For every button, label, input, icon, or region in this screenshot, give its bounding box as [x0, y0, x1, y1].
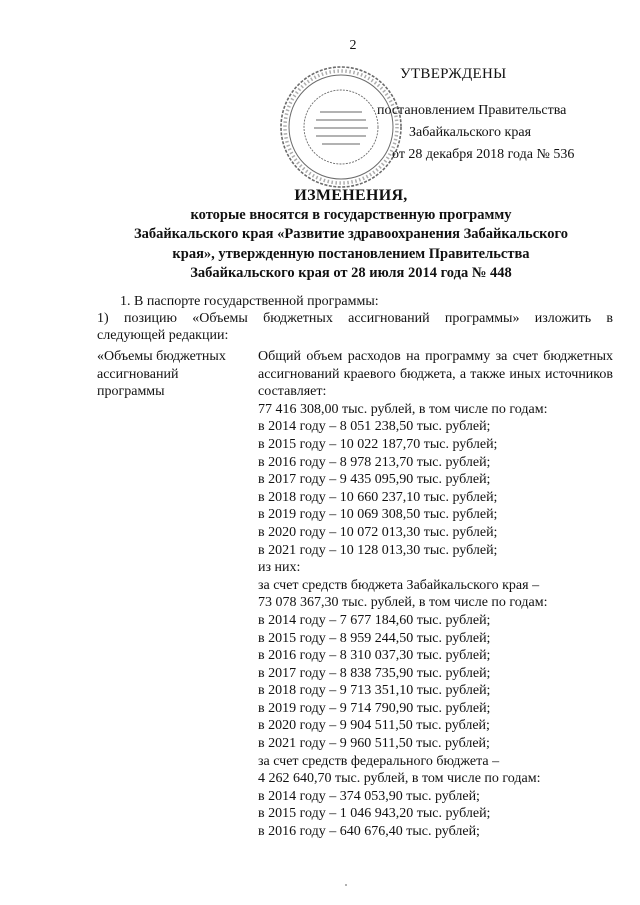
- budget-line: в 2019 году – 9 714 790,90 тыс. рублей;: [258, 700, 491, 716]
- paragraph: следующей редакции:: [97, 328, 229, 343]
- budget-lines: [258, 401, 613, 841]
- budget-line: за счет средств федерального бюджета –: [258, 753, 500, 769]
- table-value-cell: [258, 348, 613, 841]
- title-line: ИЗМЕНЕНИЯ,: [294, 187, 408, 204]
- official-seal-stamp: [276, 62, 406, 192]
- approval-line: Забайкальского края: [409, 125, 532, 140]
- budget-line: в 2018 году – 9 713 351,10 тыс. рублей;: [258, 683, 491, 699]
- table-label-cell: [97, 348, 242, 401]
- title-line: края», утвержденную постановлением Правительства: [172, 245, 530, 262]
- budget-line: в 2014 году – 8 051 238,50 тыс. рублей;: [258, 419, 491, 435]
- approval-line: постановлением Правительства: [377, 103, 567, 118]
- title-line: Забайкальского края от 28 июля 2014 года № 448: [190, 265, 512, 281]
- budget-line: 77 416 308,00 тыс. рублей, в том числе по годам:: [258, 401, 548, 417]
- budget-line: в 2015 году – 10 022 187,70 тыс. рублей;: [258, 436, 498, 452]
- title-line: которые вносятся в государственную программу: [190, 206, 512, 223]
- label-line: «Объемы бюджетных: [97, 349, 226, 364]
- scan-speck: [345, 884, 347, 886]
- paragraph: 1. В паспорте государственной программы:: [120, 294, 379, 309]
- budget-line: за счет средств бюджета Забайкальского края –: [258, 577, 540, 593]
- paragraph: 1) позицию «Объемы бюджетных ассигнований программы» изложить в: [97, 311, 613, 326]
- page-number: 2: [349, 38, 357, 53]
- budget-line: из них:: [258, 560, 301, 576]
- budget-line: в 2019 году – 10 069 308,50 тыс. рублей;: [258, 507, 498, 523]
- budget-line: в 2016 году – 8 978 213,70 тыс. рублей;: [258, 454, 491, 470]
- label-line: ассигнований: [97, 366, 179, 382]
- budget-line: в 2020 году – 9 904 511,50 тыс. рублей;: [258, 718, 490, 734]
- budget-line: в 2020 году – 10 072 013,30 тыс. рублей;: [258, 524, 498, 540]
- label-line: программы: [97, 384, 165, 400]
- budget-line: 4 262 640,70 тыс. рублей, в том числе по годам:: [258, 771, 541, 787]
- budget-line: в 2016 году – 640 676,40 тыс. рублей;: [258, 824, 480, 840]
- budget-line: в 2014 году – 374 053,90 тыс. рублей;: [258, 788, 480, 804]
- budget-line: в 2015 году – 8 959 244,50 тыс. рублей;: [258, 630, 491, 646]
- budget-line: в 2015 году – 1 046 943,20 тыс. рублей;: [258, 806, 491, 822]
- approval-line: от 28 декабря 2018 года № 536: [392, 147, 575, 162]
- budget-line: в 2016 году – 8 310 037,30 тыс. рублей;: [258, 648, 491, 664]
- budget-line: в 2021 году – 10 128 013,30 тыс. рублей;: [258, 542, 498, 558]
- budget-line: в 2017 году – 8 838 735,90 тыс. рублей;: [258, 665, 491, 681]
- budget-intro: Общий объем расходов на программу за счет бюджетных ассигнований краевого бюджета, а также иных источников составляет:: [258, 349, 613, 400]
- approval-heading: УТВЕРЖДЕНЫ: [400, 66, 507, 82]
- budget-line: в 2017 году – 9 435 095,90 тыс. рублей;: [258, 472, 491, 488]
- budget-line: в 2014 году – 7 677 184,60 тыс. рублей;: [258, 612, 491, 628]
- budget-line: 73 078 367,30 тыс. рублей, в том числе по годам:: [258, 595, 548, 611]
- budget-line: в 2021 году – 9 960 511,50 тыс. рублей;: [258, 736, 490, 752]
- budget-line: в 2018 году – 10 660 237,10 тыс. рублей;: [258, 489, 498, 505]
- title-line: Забайкальского края «Развитие здравоохранения Забайкальского: [133, 226, 569, 242]
- document-title: [60, 186, 640, 284]
